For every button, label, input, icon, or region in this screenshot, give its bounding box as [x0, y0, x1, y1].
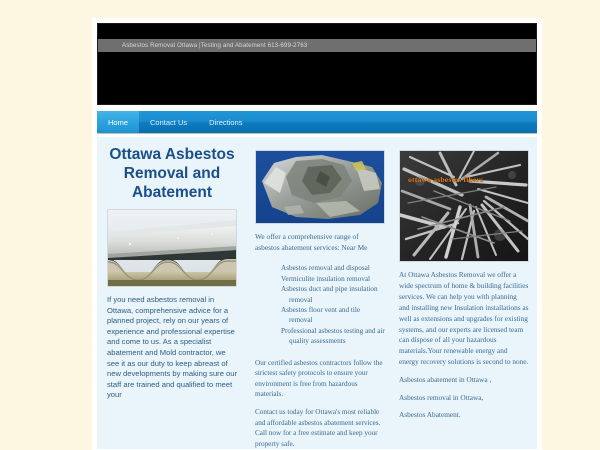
keyword-line: Asbestos removal in Ottawa, — [399, 392, 484, 402]
nav-item-contact-us-label: Contact Us — [150, 117, 188, 127]
asbestos-roof-image — [107, 209, 237, 287]
right-column-body-text — [399, 270, 529, 420]
page-content — [97, 137, 537, 449]
service-item: Vermiculite insulation removal — [281, 274, 371, 283]
primary-navigation — [97, 111, 537, 133]
site-masthead — [97, 23, 537, 105]
service-item: Asbestos floor vent and tile removal — [281, 306, 361, 325]
masthead-title-strip — [98, 39, 536, 52]
nav-item-contact-us[interactable] — [139, 111, 198, 133]
content-column-right — [393, 137, 537, 449]
site-page — [92, 18, 542, 450]
asbestos-roof-illustration — [108, 210, 237, 286]
keyword-line: Asbestos Abatement. — [399, 409, 461, 419]
service-item: Professional asbestos testing and air quality assessments — [281, 326, 385, 346]
fibers-image-caption: ottawa asbestos fibers — [408, 175, 484, 184]
services-overview-paragraph: At Ottawa Asbestos Removal we offer a wide spectrum of home & building facilities services. We can help you with planning and installing new Insulation installations as well as extensions and upgrades for existing systems, and our experts are licensed team can dispose of all your hazardous materials.Your renewable energy and energy recovery solutions is second to none. — [399, 270, 529, 367]
middle-column-body-text — [255, 358, 385, 450]
contact-cta-paragraph: Contact us today for Ottawa's most reliable and affordable asbestos abatement services. Call now for a free estimate and keep your property safe. — [255, 408, 381, 448]
nav-item-directions[interactable] — [198, 111, 253, 133]
safety-protocols-paragraph: Our certified asbestos contractors follow the strictest safety protocols to ensure your environment is free from hazardous materials. — [255, 358, 383, 399]
service-item: Asbestos removal and disposal — [281, 264, 370, 273]
services-list — [255, 263, 385, 346]
keyword-line: Asbestos abatement in Ottawa , — [399, 375, 492, 385]
services-intro-text: We offer a comprehensive range of asbestos abatement services: Near Me — [255, 232, 368, 253]
content-column-left — [97, 137, 247, 449]
nav-item-home[interactable] — [97, 111, 139, 133]
page-title: Ottawa Asbestos Removal and Abatement — [109, 146, 235, 201]
content-column-middle — [247, 137, 393, 449]
service-item: Asbestos duct and pipe insulation removal — [281, 285, 378, 304]
nav-item-home-label: Home — [108, 117, 129, 127]
asbestos-fibers-micrograph — [400, 151, 529, 261]
asbestos-fibers-image — [399, 150, 529, 262]
left-column-body-text: If you need asbestos removal in Ottawa, comprehensive advice for a planned project, rely on our years of experience and professional expertise and come to us. As a specialist abatement and Mold contractor, we see it as our duty to keep abreast of new developments by making sure our staff are trained and qualified to meet your — [107, 295, 238, 400]
asbestos-mineral-illustration — [256, 151, 385, 223]
nav-item-directions-label: Directions — [209, 117, 243, 127]
site-banner-title: Asbestos Removal Ottawa |Testing and Abatement 613-699-2763 — [122, 42, 308, 49]
asbestos-mineral-image — [255, 150, 385, 224]
